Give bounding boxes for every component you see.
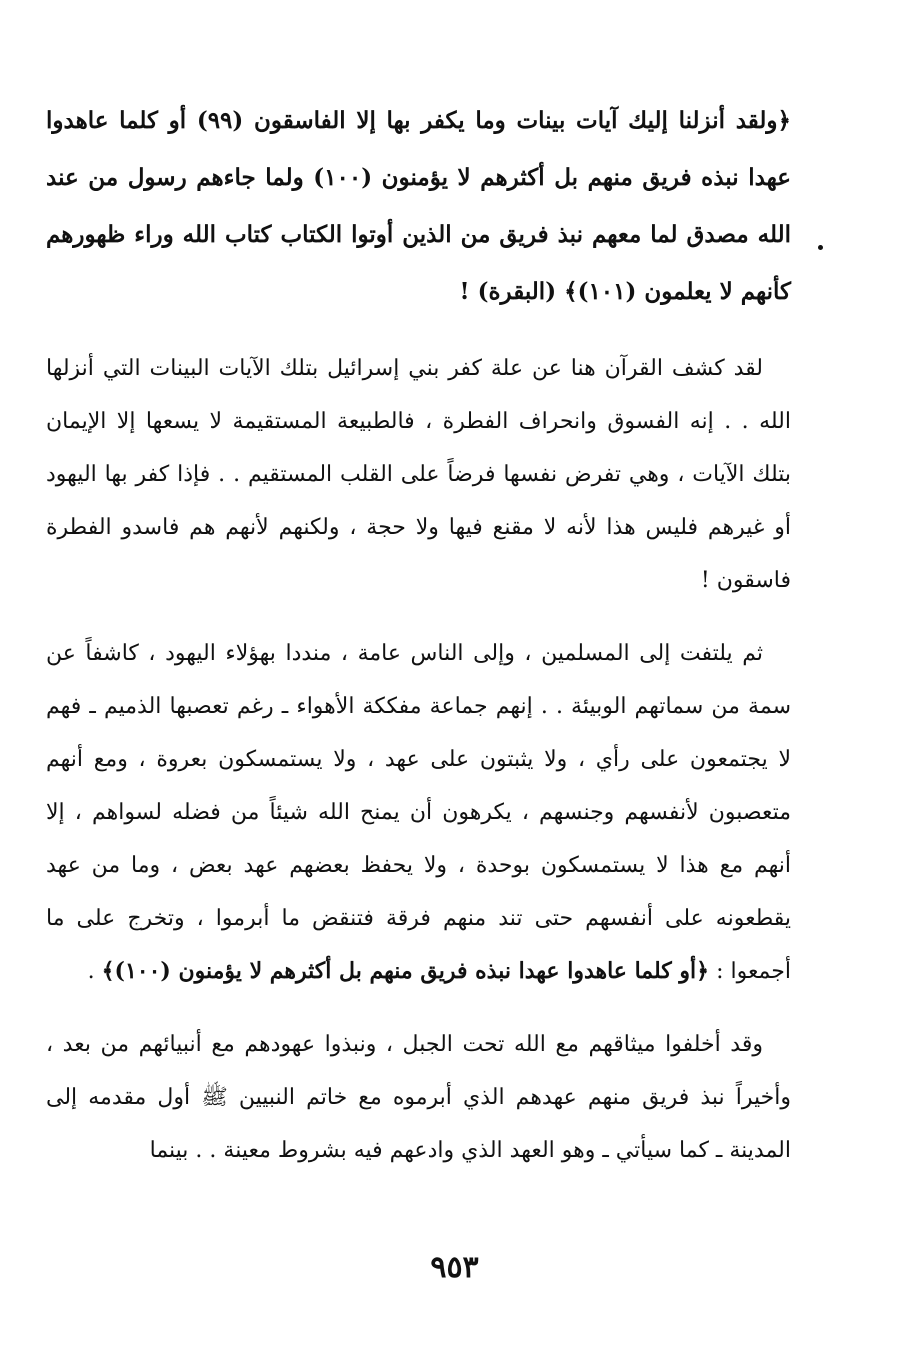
margin-mark xyxy=(818,245,823,250)
paragraph-1: لقد كشف القرآن هنا عن علة كفر بني إسرائيل بتلك الآيات البينات التي أنزلها الله . . إنه الفسوق وانحراف الفطرة ، فالطبيعة المستقيمة لا يسعها إلا الإيمان بتلك الآيات ، وهي تفرض نفسها فرضاً على القلب المستقيم . . فإذا كفر بها اليهود أو غيرهم فليس هذا لأنه لا مقنع فيها ولا حجة ، ولكنهم لأنهم هم فاسدو الفطرة فاسقون ! xyxy=(46,356,791,593)
paragraph-2-text: ثم يلتفت إلى المسلمين ، وإلى الناس عامة ، منددا بهؤلاء اليهود ، كاشفاً عن سمة من سماتهم الوبيئة . . إنهم جماعة مفككة الأهواء ـ رغم تعصبها الذميم ـ فهم لا يجتمعون على رأي ، ولا يثبتون على عهد ، ولا يستمسكون بعروة ، ومع أنهم متعصبون لأنفسهم وجنسهم ، يكرهون أن يمنح الله شيئاً من فضله لسواهم ، إلا أنهم مع هذا لا يستمسكون بوحدة ، ولا يحفظ بعضهم عهد بعض ، وما من عهد يقطعونه على أنفسهم حتى تند منهم فرقة فتنقض ما أبرموا ، وتخرج على ما أجمعوا : xyxy=(46,641,791,984)
paragraph-2-quote: ﴿أو كلما عاهدوا عهدا نبذه فريق منهم بل أكثرهم لا يؤمنون (١٠٠)﴾ xyxy=(101,958,710,984)
page-number: ٩٥٣ xyxy=(430,1250,479,1285)
paragraph-2 xyxy=(46,627,791,998)
paragraph-3: وقد أخلفوا ميثاقهم مع الله تحت الجبل ، ونبذوا عهودهم مع أنبيائهم من بعد ، وأخيراً نبذ فريق منهم عهدهم الذي أبرموه مع خاتم النبيين ﷺ أول مقدمه إلى المدينة ـ كما سيأتي ـ وهو العهد الذي وادعهم فيه بشروط معينة . . بينما xyxy=(46,1032,791,1163)
paragraph-2-tail: . xyxy=(87,959,102,984)
quran-verse-block: ﴿ولقد أنزلنا إليك آيات بينات وما يكفر بها إلا الفاسقون (٩٩) أو كلما عاهدوا عهدا نبذه فريق منهم بل أكثرهم لا يؤمنون (١٠٠) ولما جاءهم رسول من عند الله مصدق لما معهم نبذ فريق من الذين أوتوا الكتاب كتاب الله وراء ظهورهم كأنهم لا يعلمون (١٠١)﴾ (البقرة) ! xyxy=(46,107,791,305)
